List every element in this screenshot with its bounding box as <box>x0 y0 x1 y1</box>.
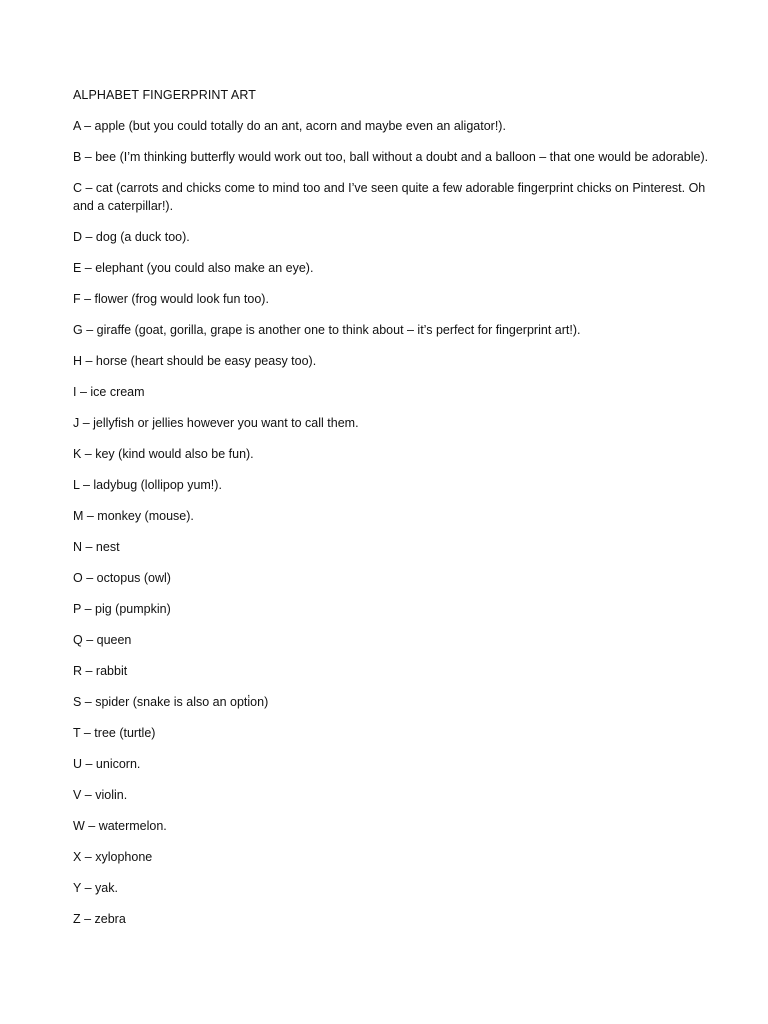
entry-s: S – spider (snake is also an opti̇on) <box>73 695 269 709</box>
entry-j: J – jellyfish or jellies however you want to call them. <box>73 416 359 430</box>
entry-h: H – horse (heart should be easy peasy too). <box>73 354 317 368</box>
entry-z: Z – zebra <box>73 912 126 926</box>
entry-t: T – tree (turtle) <box>73 726 156 740</box>
entry-m: M – monkey (mouse). <box>73 509 194 523</box>
entry-f: F – flower (frog would look fun too). <box>73 292 269 306</box>
entry-g: G – giraffe (goat, gorilla, grape is another one to think about – it’s perfect for fingerprint art!). <box>73 323 581 337</box>
document-page <box>73 87 713 941</box>
entry-u: U – unicorn. <box>73 757 141 771</box>
entry-n: N – nest <box>73 540 120 554</box>
entry-v: V – violin. <box>73 788 128 802</box>
entry-p: P – pig (pumpkin) <box>73 602 171 616</box>
entry-i: I – ice cream <box>73 385 145 399</box>
entry-e: E – elephant (you could also make an eye). <box>73 261 314 275</box>
entry-k: K – key (kind would also be fun). <box>73 447 254 461</box>
entry-y: Y – yak. <box>73 881 118 895</box>
entry-w: W – watermelon. <box>73 819 167 833</box>
entry-o: O – octopus (owl) <box>73 571 171 585</box>
entry-l: L – ladybug (lollipop yum!). <box>73 478 222 492</box>
entry-d: D – dog (a duck too). <box>73 230 190 244</box>
entry-c: C – cat (carrots and chicks come to mind too and I’ve seen quite a few adorable fingerprint chicks on Pinterest. Oh and a caterpillar!). <box>73 181 706 213</box>
entry-a: A – apple (but you could totally do an ant, acorn and maybe even an aligator!). <box>73 119 506 133</box>
entry-b: B – bee (I’m thinking butterfly would work out too, ball without a doubt and a balloon – that one would be adorable). <box>73 150 709 164</box>
document-title: ALPHABET FINGERPRINT ART <box>73 88 257 102</box>
entry-r: R – rabbit <box>73 664 128 678</box>
entry-x: X – xylophone <box>73 850 153 864</box>
entry-q: Q – queen <box>73 633 132 647</box>
